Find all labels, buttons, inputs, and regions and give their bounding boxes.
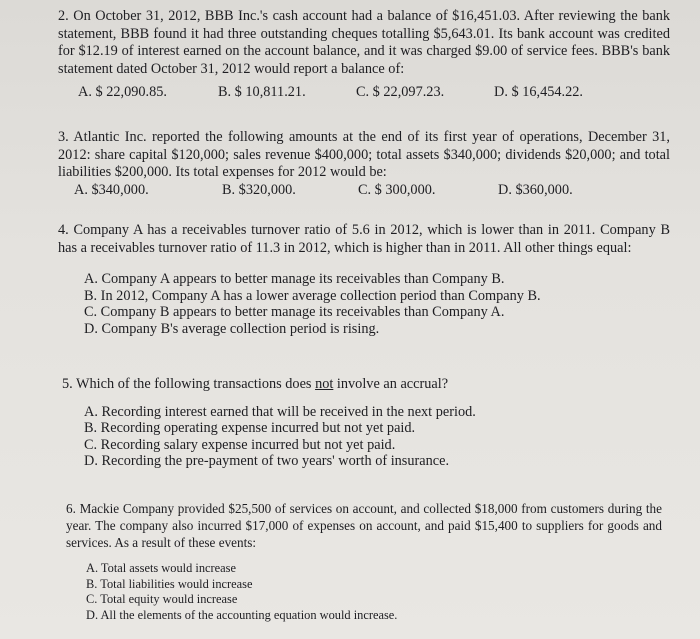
question-4-stem: 4. Company A has a receivables turnover ratio of 5.6 in 2012, which is lower than in 2011. Company B has a receivables turnover ratio of 11.3 in 2012, which is higher than in 2011. All other things equal: bbox=[58, 222, 670, 256]
option-b: B. $320,000. bbox=[222, 181, 296, 198]
option-d: D. $360,000. bbox=[498, 181, 573, 198]
option-d: D. All the elements of the accounting equation would increase. bbox=[86, 607, 398, 622]
option-c: C. $ 300,000. bbox=[358, 181, 436, 198]
option-c: C. Company B appears to better manage its receivables than Company A. bbox=[84, 304, 505, 320]
question-5-stem-underlined: not bbox=[315, 376, 334, 392]
question-3 bbox=[58, 129, 670, 199]
question-5-stem bbox=[62, 376, 674, 394]
option-d: D. Company B's average collection period is rising. bbox=[84, 320, 380, 337]
question-5-options bbox=[62, 404, 674, 470]
option-a: A. Total assets would increase bbox=[86, 561, 236, 575]
question-4-options bbox=[58, 271, 670, 337]
option-a: A. $ 22,090.85. bbox=[78, 84, 167, 100]
question-2-options bbox=[58, 84, 670, 101]
question-3-options bbox=[58, 182, 670, 199]
option-d: D. Recording the pre-payment of two years' worth of insurance. bbox=[84, 453, 450, 469]
question-6-stem: 6. Mackie Company provided $25,500 of services on account, and collected $18,000 from customers during the year. The company also incurred $17,000 of expenses on account, and paid $15,400 to suppliers for goods and services. As a result of these events: bbox=[66, 501, 662, 550]
option-b: B. Total liabilities would increase bbox=[86, 576, 253, 591]
question-4 bbox=[58, 222, 670, 337]
option-a: A. Recording interest earned that will be received in the next period. bbox=[84, 403, 476, 420]
question-2-stem: 2. On October 31, 2012, BBB Inc.'s cash account had a balance of $16,451.03. After reviewing the bank statement, BBB found it had three outstanding cheques totalling $5,643.01. Its bank account was credited for $12.19 of interest earned on the account balance, and it was charged $9.00 of service fees. BBB's bank statement dated October 31, 2012 would report a balance of: bbox=[58, 8, 670, 77]
option-d: D. $ 16,454.22. bbox=[494, 84, 583, 100]
option-a: A. $340,000. bbox=[74, 181, 149, 198]
question-5 bbox=[62, 376, 674, 470]
option-c: C. Recording salary expense incurred but not yet paid. bbox=[84, 436, 396, 453]
option-b: B. $ 10,811.21. bbox=[218, 84, 306, 100]
option-c: C. Total equity would increase bbox=[86, 592, 238, 606]
option-c: C. $ 22,097.23. bbox=[356, 84, 445, 100]
option-b: B. Recording operating expense incurred but not yet paid. bbox=[84, 420, 416, 436]
question-6-options bbox=[66, 561, 662, 623]
question-6 bbox=[66, 500, 662, 623]
option-b: B. In 2012, Company A has a lower average collection period than Company B. bbox=[84, 287, 541, 304]
question-5-stem-start: 5. Which of the following transactions does bbox=[62, 376, 316, 392]
question-3-stem: 3. Atlantic Inc. reported the following amounts at the end of its first year of operations, December 31, 2012: share capital $120,000; sales revenue $400,000; total assets $340,000; dividends $20,000; and total liabilities $200,000. Its total expenses for 2012 would be: bbox=[58, 129, 670, 180]
option-a: A. Company A appears to better manage its receivables than Company B. bbox=[84, 271, 505, 287]
question-5-stem-end: involve an accrual? bbox=[333, 376, 449, 392]
question-2 bbox=[58, 8, 670, 101]
